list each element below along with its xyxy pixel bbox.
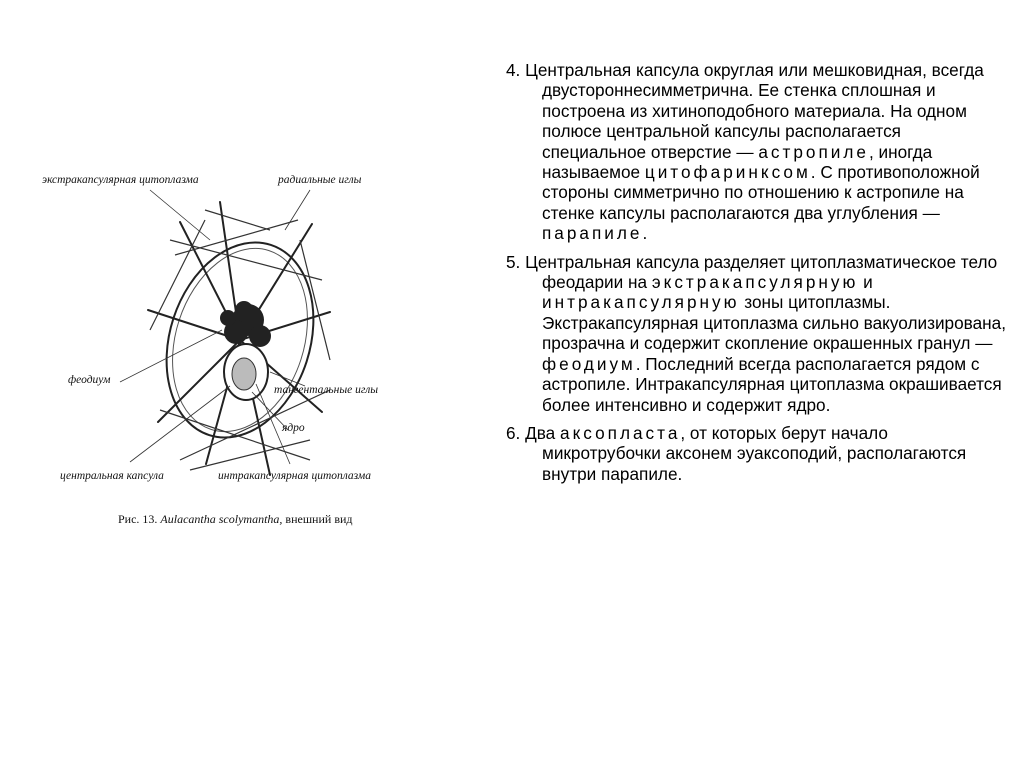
label-intracapsular-cytoplasm: интракапсулярная цитоплазма [218, 470, 371, 482]
text-segment: . [642, 223, 648, 244]
caption-species: Aulacantha scolymantha, [160, 512, 283, 526]
text-segment: и [858, 272, 873, 293]
spaced-term: астропиле [758, 141, 869, 162]
label-tangential-spines: тангентальные иглы [274, 384, 378, 396]
spaced-term: феодиум [542, 353, 636, 374]
text-segment: , от которых берут начало микротрубочки аксонем эуаксоподий, располагаются внутри парапиле. [542, 422, 967, 484]
radiolarian-drawing [30, 160, 390, 520]
spaced-term: аксопласта [560, 422, 681, 443]
label-central-capsule: центральная капсула [60, 470, 164, 482]
label-nucleus: ядро [282, 422, 305, 434]
figure-caption [118, 512, 353, 527]
paragraph-2 [506, 252, 1006, 415]
text-segment: . Последний всегда располагается рядом с астропиле. Интракапсулярная цитоплазма окрашивается более интенсивно и содержит ядро. [542, 353, 1002, 415]
text-segment: зоны цитоплазмы. Экстракапсулярная цитоплазма сильно вакуолизирована, прозрачна и содержит скопление окрашенных гранул — [542, 292, 1006, 354]
text-segment: 5. Центральная капсула разделяет цитоплазматическое тело феодарии на [506, 251, 998, 293]
text-segment: 6. Два [506, 422, 561, 443]
text-body [506, 60, 1006, 492]
text-segment: , иногда называемое [542, 141, 933, 183]
spaced-term: цитофаринксом [644, 162, 811, 183]
label-phaeodium: феодиум [68, 374, 111, 386]
figure [30, 160, 390, 540]
text-segment: . С противоположной стороны симметрично по отношению к астропиле на стенке капсулы располагаются два углубления — [542, 162, 980, 223]
caption-suffix: внешний вид [285, 512, 353, 526]
spaced-term: экстракапсулярную [651, 272, 859, 293]
label-extracapsular-cytoplasm: экстракапсулярная цитоплазма [42, 174, 199, 186]
paragraph-1 [506, 60, 1006, 244]
paragraph-3 [506, 423, 1006, 484]
text-segment: 4. Центральная капсула округлая или мешковидная, всегда двустороннесимметрична. Ее стенка сплошная и построена из хитиноподобного материала. На одном полюсе центральной капсулы располагается специальное отверстие — [506, 60, 984, 162]
caption-number: Рис. 13. [118, 512, 158, 526]
label-radial-spines: радиальные иглы [278, 174, 362, 186]
spaced-term: парапиле [542, 223, 643, 244]
spaced-term: интракапсулярную [542, 292, 740, 313]
